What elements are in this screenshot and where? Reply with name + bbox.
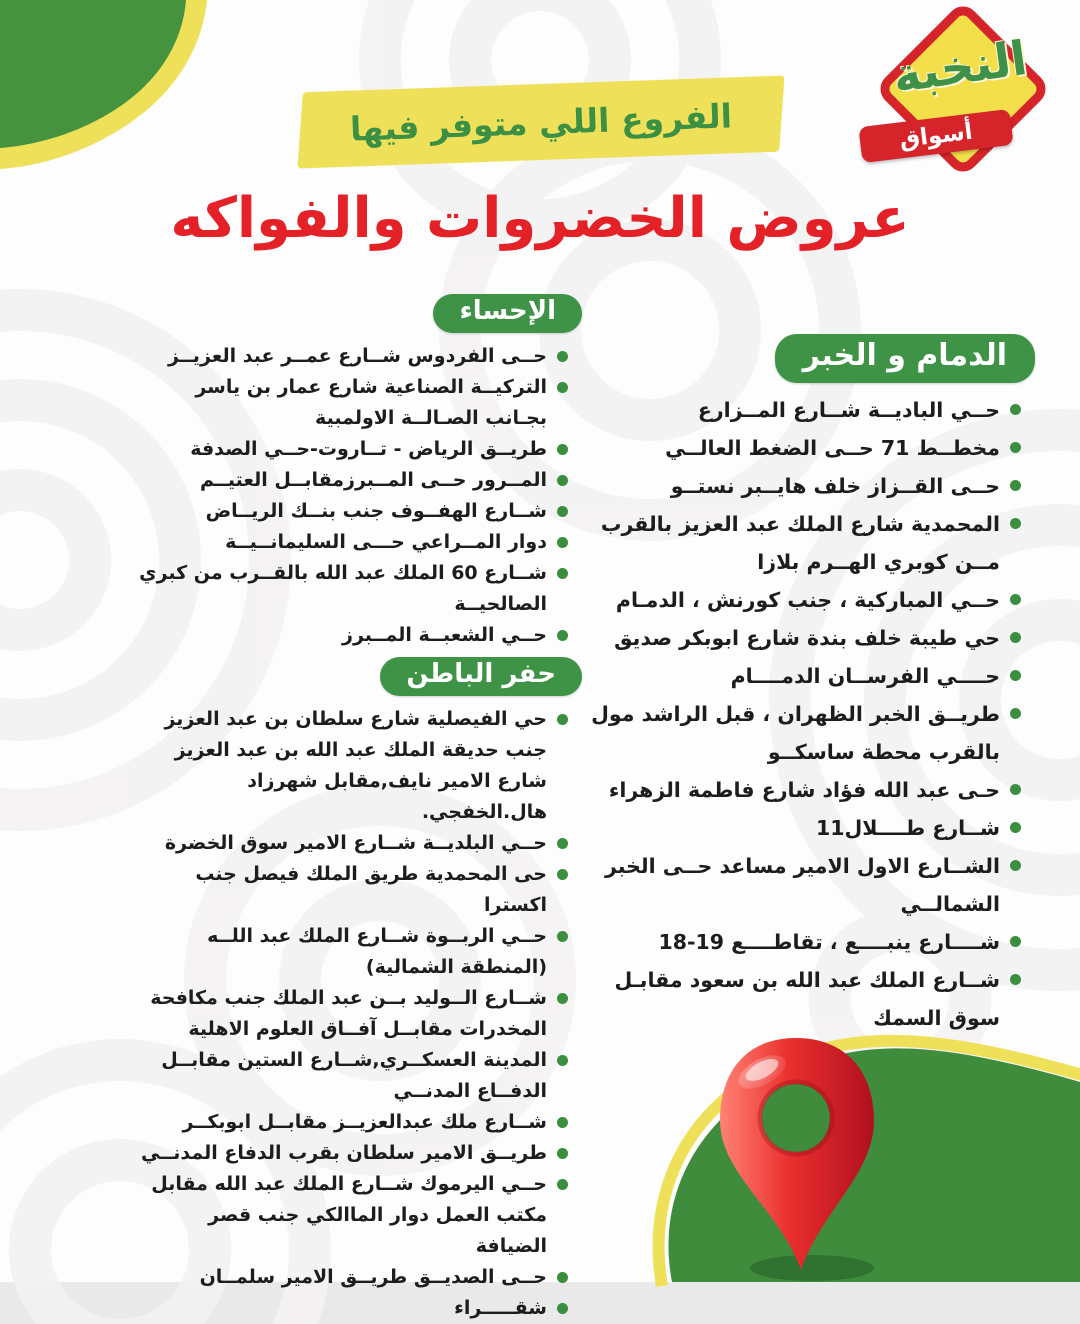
branch-item (132, 341, 568, 372)
bullet-icon (557, 382, 568, 393)
branch-item-label: التركيــة الصناعية شارع عمار بن ياسر بجـانب الصـالــة الاولمبية (195, 376, 547, 429)
branch-item (132, 983, 568, 1045)
bullet-icon (557, 1272, 568, 1283)
bullet-icon (557, 1117, 568, 1128)
bullet-icon (557, 931, 568, 942)
branch-item (132, 496, 568, 527)
branch-list-hafar-albatin (132, 704, 582, 1324)
bullet-icon (557, 444, 568, 455)
branch-item (590, 771, 1021, 809)
branch-item (132, 558, 568, 620)
branch-item-label: حــى القــزاز خلف هايــبر نستــو (670, 474, 1000, 498)
branch-item (132, 434, 568, 465)
branch-item-label: حي الفيصلية شارع سلطان بن عبد العزيز جنب حديقة الملك عبد الله بن عبد العزيز شارع الامير نايف,مقابل شهرزاد هال.الخفجي. (164, 708, 547, 823)
branch-item (132, 1107, 568, 1138)
branch-item (132, 1169, 568, 1262)
branch-item-label: دوار المــراعي حـــى السليمانــيــة (225, 531, 547, 553)
branch-item-label: طريــق الخبر الظهران ، قبل الراشد مول بالقرب محطة ساسكــو (591, 702, 1000, 764)
branch-item-label: حــى الصديــق طريــق الامير سلمــان (199, 1266, 547, 1288)
bullet-icon (1010, 860, 1021, 871)
bullet-icon (1010, 594, 1021, 605)
branch-item (132, 372, 568, 434)
bullet-icon (1010, 632, 1021, 643)
branch-item-label: حى المحمدية طريق الملك فيصل جنب اكسترا (195, 863, 547, 916)
branch-item (132, 921, 568, 983)
branch-item (132, 1262, 568, 1293)
branch-item (590, 619, 1021, 657)
bullet-icon (1010, 974, 1021, 985)
branch-item (132, 620, 568, 651)
branch-item (590, 581, 1021, 619)
availability-banner-label: الفروع اللي متوفر فيها (349, 95, 733, 149)
branch-item-label: شــارع الهفــوف جنب بنــك الريــاض (205, 500, 547, 522)
offer-title: عروض الخضروات والفواكه (170, 186, 910, 251)
bullet-icon (557, 1055, 568, 1066)
bullet-icon (557, 1303, 568, 1314)
branch-item-label: حــي الربــوة شــارع الملك عبد اللــه (المنطقة الشمالية) (207, 925, 547, 978)
branch-item-label: حــي الباديــة شــارع المــزارع (697, 398, 1000, 422)
branch-item-label: شــارع 60 الملك عبد الله بالقــرب من كبري الصالحيــة (139, 562, 547, 615)
branch-item (590, 695, 1021, 771)
bullet-icon (557, 838, 568, 849)
bullet-icon (557, 506, 568, 517)
branch-item-label: شــارع ملك عبدالعزيــز مقابــل ابوبكــر (182, 1111, 547, 1133)
branch-item-label: حــي المباركية ، جنب كورنش ، الدمـام (615, 588, 1000, 612)
branch-item-label: حــي اليرموك شــارع الملك عبد الله مقابل مكتب العمل دوار الماالكي جنب قصر الضيافة (151, 1173, 547, 1257)
bullet-icon (1010, 404, 1021, 415)
store-logo (856, 10, 1064, 186)
section-header-ahsa: الإحساء (433, 294, 582, 333)
bullet-icon (1010, 708, 1021, 719)
bullet-icon (557, 537, 568, 548)
section-header-hafar-albatin: حفر الباطن (380, 657, 582, 696)
bullet-icon (557, 1179, 568, 1190)
section-header-dammam-khobar: الدمام و الخبر (775, 334, 1035, 383)
branch-item-label: طريــق الرياض - تــاروت-حــي الصدفة (190, 438, 547, 460)
branch-item (132, 527, 568, 558)
branch-item (132, 1045, 568, 1107)
branch-item-label: المــرور حــى المــبرزمقابــل العتيــم (199, 469, 547, 491)
branch-item-label: حــــي الفرســان الدمــــام (730, 664, 1000, 688)
branch-item (590, 923, 1021, 961)
branch-item-label: الشــارع الاول الامير مساعد حــى الخبر الشمالــي (605, 854, 1000, 916)
branch-item-label: حــى الفردوس شــارع عمــر عبد العزيــز (168, 345, 547, 367)
branch-item-label: حــي الشعبــة المــبرز (342, 624, 547, 646)
branch-item-label: المدينة العسكــري,شــارع الستين مقابــل الدفــاع المدنــي (161, 1049, 547, 1102)
branch-item (590, 961, 1021, 1037)
availability-banner (297, 75, 784, 168)
branch-item (132, 828, 568, 859)
branch-item (590, 657, 1021, 695)
branch-item-label: مخطــط 71 حــى الضغط العالــي (665, 436, 1000, 460)
branch-item (590, 505, 1021, 581)
bullet-icon (557, 568, 568, 579)
bullet-icon (1010, 442, 1021, 453)
branch-list-ahsa (132, 341, 582, 651)
corner-blob-decoration (0, 0, 240, 190)
bullet-icon (1010, 518, 1021, 529)
bullet-icon (557, 475, 568, 486)
bullet-icon (557, 869, 568, 880)
branch-item-label: شــــارع ينبــــع ، تقاطــــع 19-18 (658, 930, 1000, 954)
branch-list-dammam-khobar (590, 391, 1035, 1037)
bullet-icon (1010, 480, 1021, 491)
branch-item (132, 704, 568, 828)
bottom-wave-decoration (600, 1020, 1080, 1282)
bullet-icon (557, 993, 568, 1004)
branch-item-label: شــارع الملك عبد الله بن سعود مقابـل سوق السمك (614, 968, 1000, 1030)
logo-ribbon (858, 109, 1013, 163)
bullet-icon (557, 1148, 568, 1159)
branch-item (132, 859, 568, 921)
logo-brand-text: النخبة (889, 30, 1031, 105)
right-column (590, 334, 1035, 1037)
branch-item (590, 429, 1021, 467)
branch-item (132, 1293, 568, 1324)
logo-tagline-text: أسواق (898, 118, 974, 154)
bullet-icon (1010, 784, 1021, 795)
bullet-icon (557, 714, 568, 725)
branch-item-label: حي طيبة خلف بندة شارع ابوبكر صديق (614, 626, 1000, 650)
branch-item-label: حــي البلديــة شــارع الامير سوق الخضرة (164, 832, 547, 854)
branch-item (590, 467, 1021, 505)
branch-item-label: طريــق الامير سلطان بقرب الدفاع المدنــي (141, 1142, 547, 1164)
branch-item-label: حـى عبد الله فؤاد شارع فاطمة الزهراء (608, 778, 1000, 802)
branch-item (590, 809, 1021, 847)
bullet-icon (1010, 670, 1021, 681)
branch-item-label: شــارع الــوليد بــن عبد الملك جنب مكافحة المخدرات مقابــل آفــاق العلوم الاهلية (150, 987, 547, 1040)
location-pin-icon (700, 1032, 890, 1282)
bullet-icon (1010, 936, 1021, 947)
branch-item (132, 465, 568, 496)
left-column (132, 294, 582, 1324)
bullet-icon (1010, 822, 1021, 833)
branch-item-label: شقـــــراء (454, 1297, 547, 1319)
branch-item (132, 1138, 568, 1169)
branch-item (590, 391, 1021, 429)
branch-item-label: المحمدية شارع الملك عبد العزيز بالقرب مــن كوبري الهــرم بلازا (600, 512, 1000, 574)
bullet-icon (557, 630, 568, 641)
branch-item-label: شــارع طــــلال11 (815, 816, 1000, 840)
bullet-icon (557, 351, 568, 362)
branch-item (590, 847, 1021, 923)
